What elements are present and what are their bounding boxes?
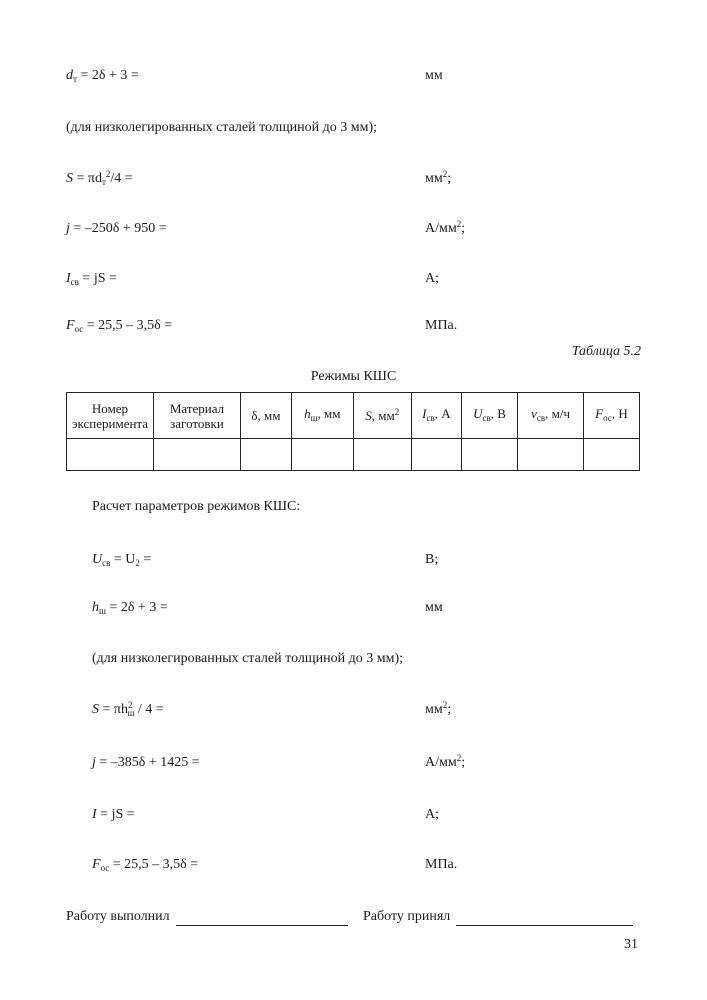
formula-h: $h_ш = 2\delta + 3$ =: [92, 600, 168, 616]
cell[interactable]: [291, 439, 353, 471]
table-title: Режимы КШС: [310, 369, 397, 384]
formula-i2: I = jS =: [92, 807, 135, 822]
cell[interactable]: [353, 439, 411, 471]
formula-f: $F_{ос} = 25,5 - 3,5\delta$ =: [66, 318, 173, 334]
calc-intro: Расчет параметров режимов КШС:: [92, 499, 301, 514]
unit-i: А;: [425, 271, 439, 286]
signature-done-line[interactable]: [176, 925, 348, 926]
col-u: $U_{св}$, В: [461, 393, 517, 439]
table-header-row: [67, 393, 640, 439]
signature-accepted-line[interactable]: [456, 925, 633, 926]
col-delta: δ, мм: [241, 393, 292, 439]
unit-s: $мм^2$;: [425, 169, 452, 186]
table-row: [67, 439, 640, 471]
note-steel-2: (для низколегированных сталей толщиной до 3 мм);: [92, 651, 404, 666]
unit-f2: МПа.: [425, 857, 458, 872]
formula-u: $U_{св} = U_2$ =: [92, 552, 152, 568]
unit-f: МПа.: [425, 318, 458, 333]
col-material: Материал заготовки: [154, 393, 241, 439]
col-experiment: Номер эксперимента: [67, 393, 154, 439]
unit-i2: А;: [425, 807, 439, 822]
unit-s2: $мм^2$;: [425, 700, 452, 717]
unit-u: В;: [425, 552, 439, 567]
col-f: $F_{ос}$, Н: [583, 393, 639, 439]
cell[interactable]: [583, 439, 639, 471]
col-v: $v_{св}$, м/ч: [518, 393, 584, 439]
unit-j: $А/мм^2$;: [425, 219, 466, 236]
formula-f2: $F_{ос} = 25,5 - 3,5\delta$ =: [92, 857, 199, 873]
unit-j2: $А/мм^2$;: [425, 753, 466, 770]
page-number: 31: [624, 937, 638, 952]
unit-h: мм: [425, 600, 443, 615]
col-s: S, $мм^2$: [353, 393, 411, 439]
formula-dt: $d_т = 2\delta + 3$ =: [66, 68, 139, 84]
cell[interactable]: [411, 439, 461, 471]
cell[interactable]: [67, 439, 154, 471]
cell[interactable]: [154, 439, 241, 471]
formula-s: $S = \pi d_т^2/4$ =: [66, 169, 133, 187]
formula-i: $I_{св}$ = jS =: [66, 271, 117, 287]
formula-s2: $S = \pi h^2_ш / 4$ =: [92, 700, 164, 718]
modes-table: [66, 392, 640, 471]
col-i: $I_{св}$, А: [411, 393, 461, 439]
col-h: $h_ш$, мм: [291, 393, 353, 439]
formula-j: j = –250δ + 950 =: [66, 221, 167, 236]
note-steel: (для низколегированных сталей толщиной до 3 мм);: [66, 120, 378, 135]
signature-accepted-label: Работу принял: [363, 909, 451, 924]
unit-dt: мм: [425, 68, 443, 83]
signature-done-label: Работу выполнил: [66, 909, 170, 924]
formula-j2: j = –385δ + 1425 =: [92, 755, 200, 770]
table-label: Таблица 5.2: [571, 344, 641, 359]
cell[interactable]: [518, 439, 584, 471]
cell[interactable]: [461, 439, 517, 471]
cell[interactable]: [241, 439, 292, 471]
